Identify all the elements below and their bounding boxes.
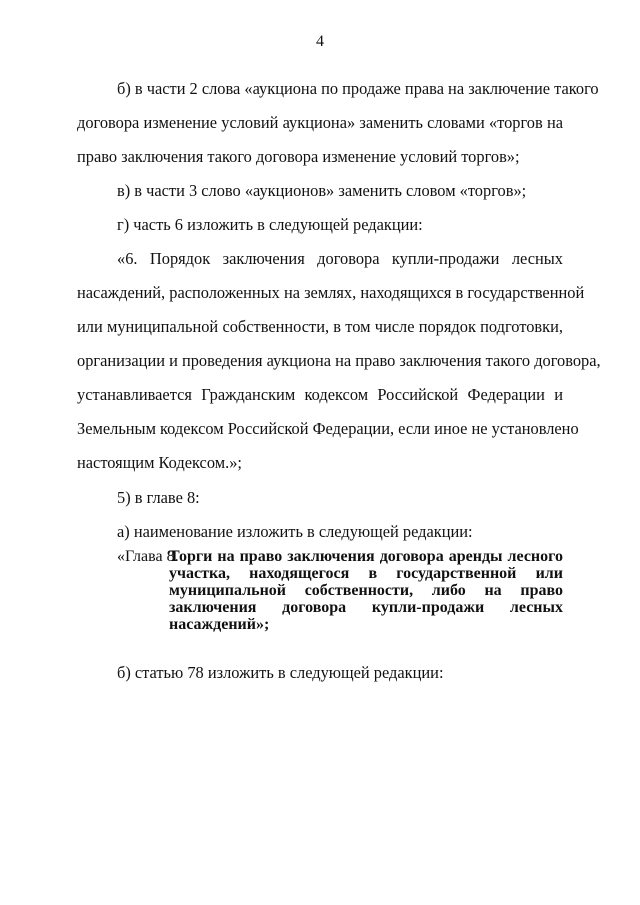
paragraph-line: б) статью 78 изложить в следующей редакции: [117, 663, 444, 682]
chapter-heading-line: заключения договора купли-продажи лесных [169, 599, 563, 616]
paragraph-line: 5) в главе 8: [117, 488, 200, 507]
chapter-heading-line: Торги на право заключения договора аренды лесного [169, 548, 563, 565]
paragraph-line: устанавливается Гражданским кодексом Российской Федерации и [77, 385, 563, 404]
paragraph-line: организации и проведения аукциона на право заключения такого договора, [77, 351, 601, 370]
paragraph-line: право заключения такого договора изменение условий торгов»; [77, 147, 520, 166]
page-number: 4 [316, 33, 324, 50]
paragraph-line: г) часть 6 изложить в следующей редакции: [117, 215, 423, 234]
paragraph-line: договора изменение условий аукциона» заменить словами «торгов на [77, 113, 563, 132]
paragraph-line: Земельным кодексом Российской Федерации, если иное не установлено [77, 419, 579, 438]
chapter-heading-prefix: «Глава 8. [117, 548, 179, 565]
chapter-heading-title [169, 548, 563, 633]
chapter-heading-line: насаждений»; [169, 616, 270, 633]
paragraph-line: в) в части 3 слово «аукционов» заменить словом «торгов»; [117, 181, 527, 200]
paragraph-line: б) в части 2 слова «аукциона по продаже права на заключение такого [117, 79, 599, 98]
paragraph-line: настоящим Кодексом.»; [77, 453, 242, 472]
paragraph-line: или муниципальной собственности, в том числе порядок подготовки, [77, 317, 563, 336]
paragraph-line: а) наименование изложить в следующей редакции: [117, 522, 473, 541]
chapter-heading-line: участка, находящегося в государственной или [169, 565, 563, 582]
paragraph-line: «6. Порядок заключения договора купли-продажи лесных [117, 249, 563, 268]
chapter-heading-line: муниципальной собственности, либо на право [169, 582, 563, 599]
paragraph-line: насаждений, расположенных на землях, находящихся в государственной [77, 283, 585, 302]
